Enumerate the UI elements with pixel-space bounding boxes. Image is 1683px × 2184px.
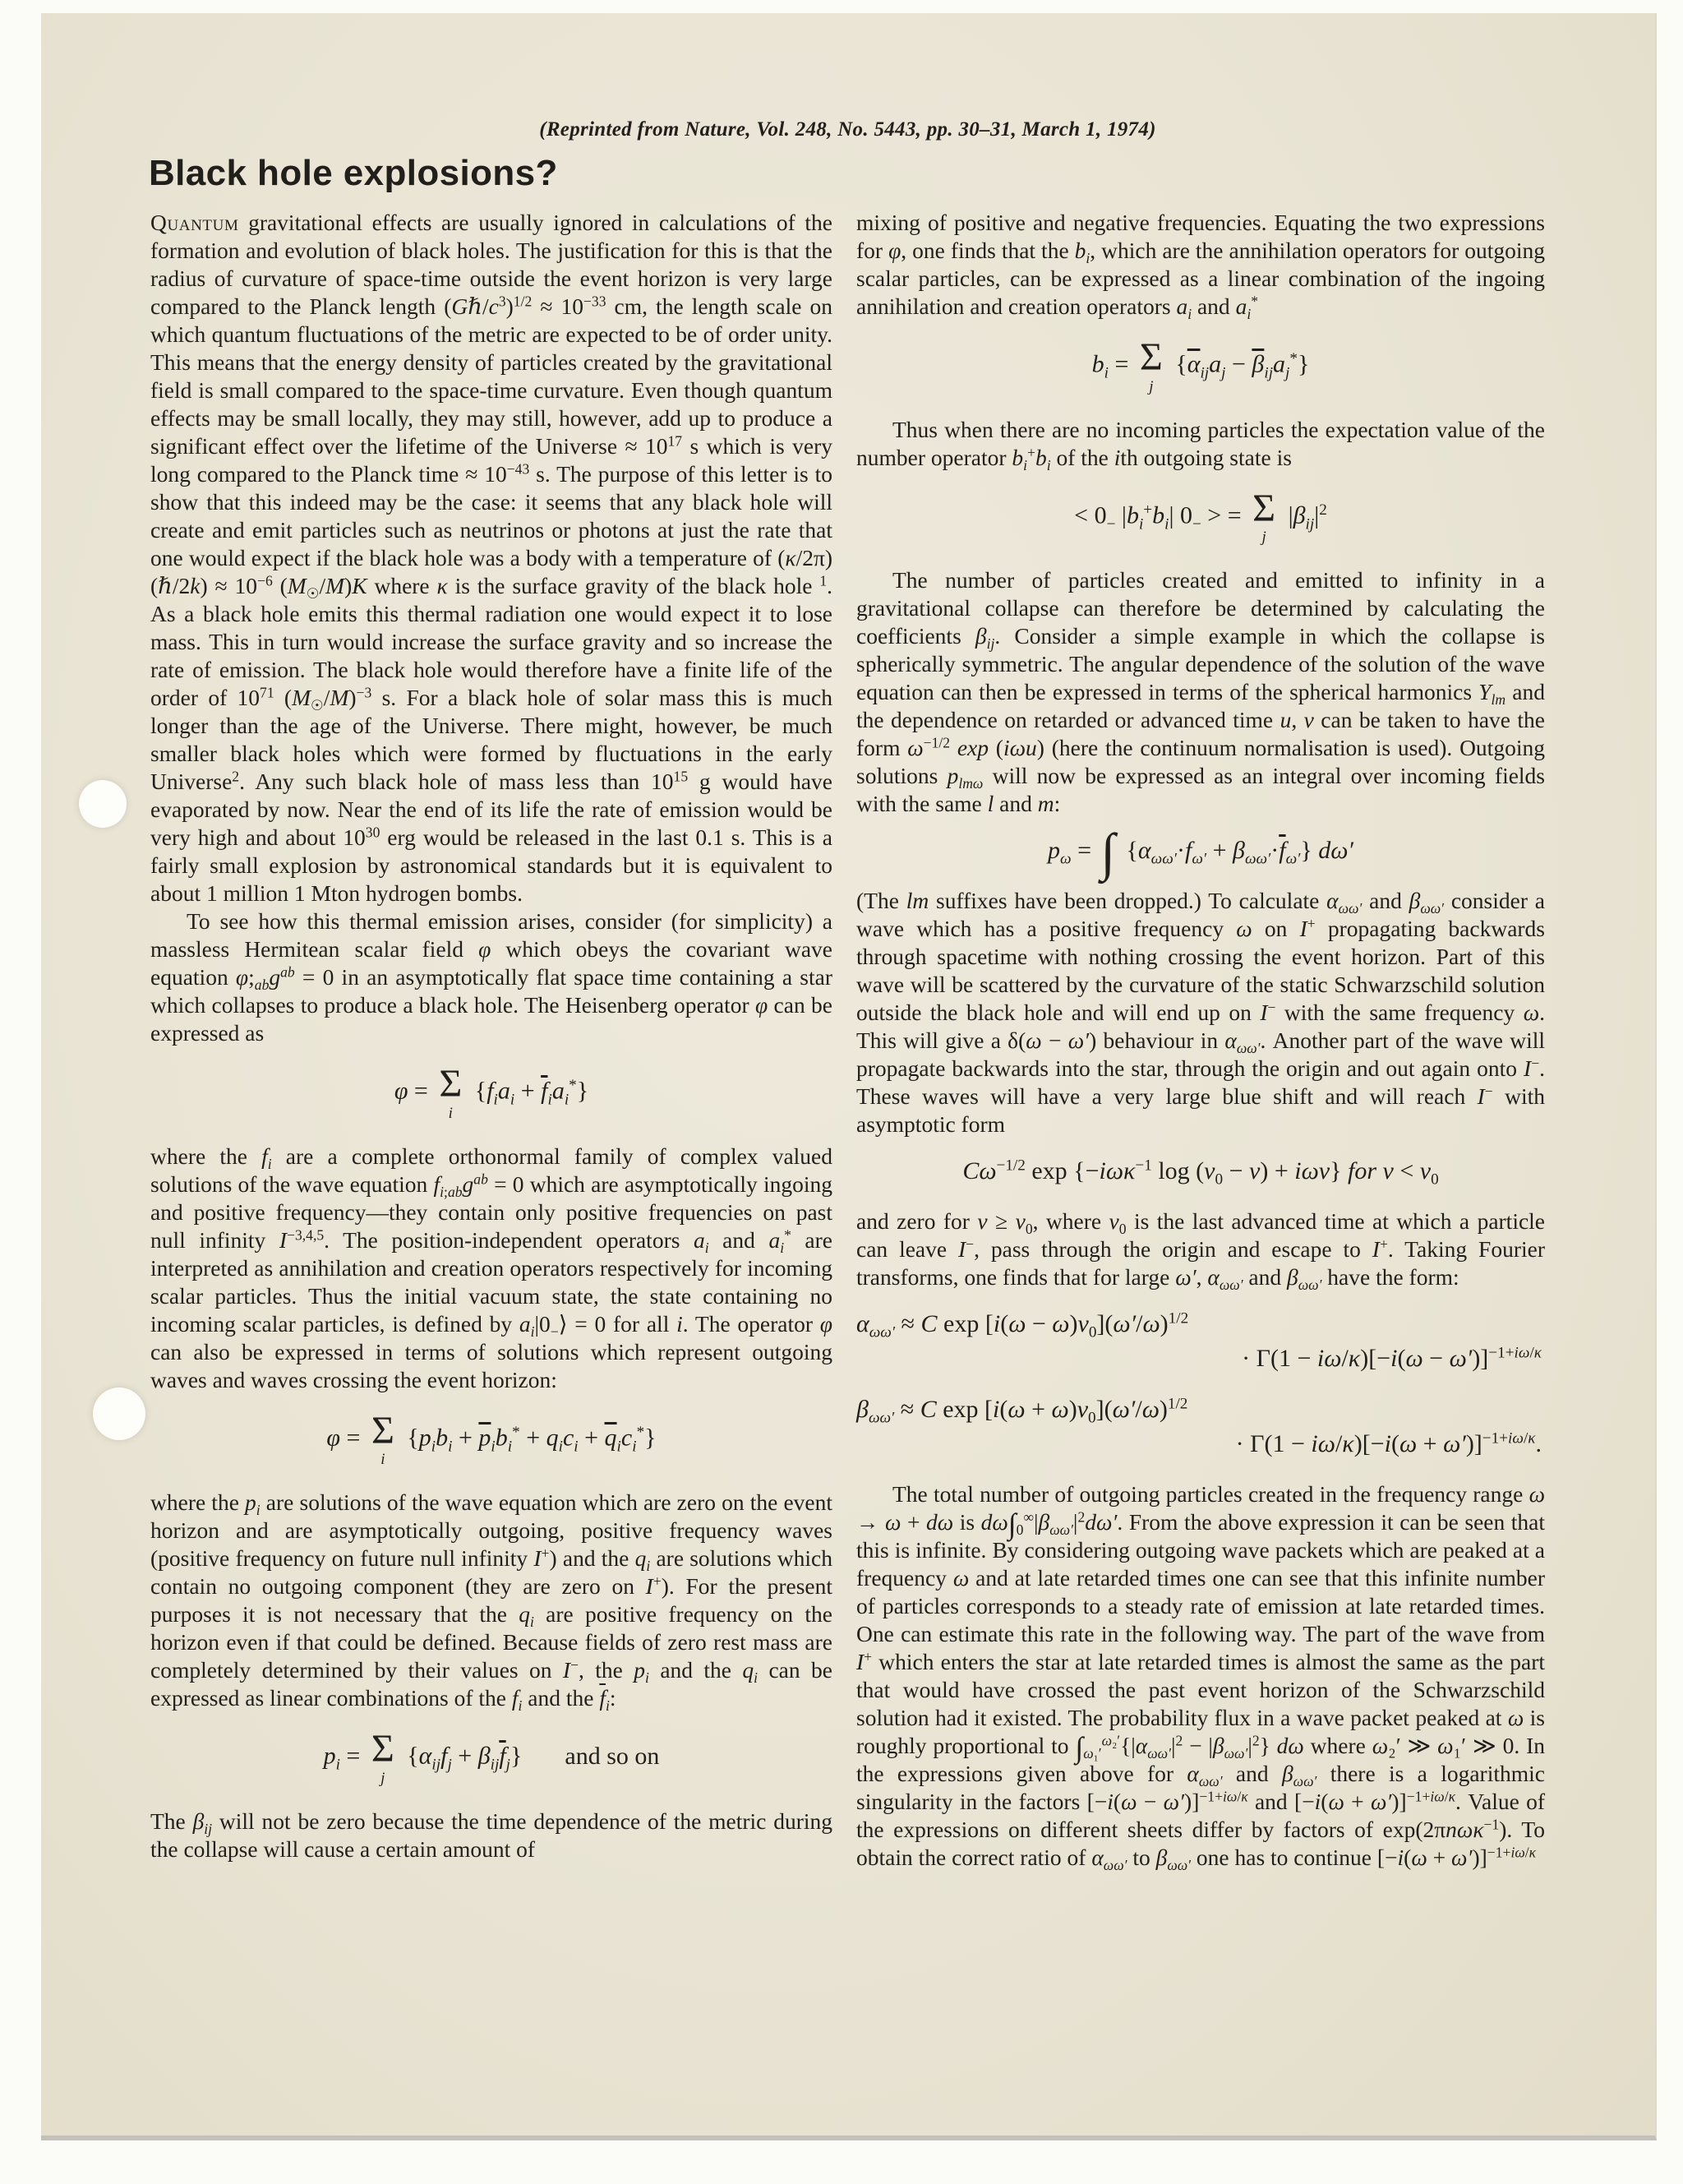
display-equation: $\beta_{\omega\omega'} \approx C$ $\exp [i(\omega + \omega)v_0](\omega'/\omega)^{1/2}$: [856, 1395, 1188, 1427]
paragraph: where the $p_i$ are solutions of the wave equation which are zero on the event horizon and are asymptotically outgoing, positive frequency waves (positive frequency on future null infinity I+) and the $q_i$ are solutions which contain no outgoing component (they are zero on I+). For the present purposes it is not necessary that the $q_i$ are positive frequency on the horizon even if that could be defined. Because fields of zero rest mass are completely determined by their values on I−, the $p_i$ and the $q_i$ can be expressed as linear combinations of the $f_i$ and the $\overline{f}_i$:: [150, 1489, 832, 1715]
display-equation: $p_\omega$ = ∫ $\{\alpha_{\omega\omega'}\cdot f_{\omega'} + \beta_{\omega\omega'}\cdot\overline{f}_{\omega'}\}$ dω′: [1048, 823, 1353, 882]
paragraph: Quantum gravitational effects are usually ignored in calculations of the formation and evolution of black holes. The justification for this is that the radius of curvature of space-time outside the event horizon is very large compared to the Planck length $(G\hbar/c^3)^{1/2} \approx 10^{-33}$ cm, the length scale on which quantum fluctuations of the metric are expected to be of order unity. This means that the energy density of particles created by the gravitational field is small compared to the space-time curvature. Even though quantum effects may be small locally, they may still, however, add up to produce a significant effect over the lifetime of the Universe ≈ $10^{17}$ s which is very long compared to the Planck time ≈ $10^{-43}$ s. The purpose of this letter is to show that this indeed may be the case: it seems that any black hole will create and emit particles such as neutrinos or photons at just the rate that one would expect if the black hole was a body with a temperature of (κ/2π)(ℏ/2k) ≈ $10^{-6}$ $(M_☉/M)K$ where κ is the surface gravity of the black hole $^1$. As a black hole emits this thermal radiation one would expect it to lose mass. This in turn would increase the surface gravity and so increase the rate of emission. The black hole would therefore have a finite life of the order of $10^{71}$ $(M_☉/M)^{-3}$ s. For a black hole of solar mass this is much longer than the age of the Universe. There might, however, be much smaller black holes which were formed by fluctuations in the early Universe$^2$. Any such black hole of mass less than $10^{15}$ g would have evaporated by now. Near the end of its life the rate of emission would be very high and about $10^{30}$ erg would be released in the last 0.1 s. This is a fairly small explosion by astronomical standards but it is equivalent to about 1 million 1 Mton hydrogen bombs.: [150, 210, 832, 906]
paragraph: The total number of outgoing particles created in the frequency range ω → ω + dω is $d\omega\int_0^\infty|\beta_{\omega\omega'}|^2d\omega'$. From the above expression it can be seen that this is infinite. By considering outgoing wave packets which are peaked at a frequency ω and at late retarded times one can see that this infinite number of particles corresponds to a steady rate of emission at late retarded times. One can estimate this rate in the following way. The part of the wave from I+ which enters the star at late retarded times is almost the same as the part that would have crossed the past event horizon of the Schwarzschild solution had it existed. The probability flux in a wave packet peaked at ω is roughly proportional to $\int_{\omega_1'}^{\omega_2'}\{|\alpha_{\omega\omega'}|^2 - |\beta_{\omega\omega'}|^2\}$ dω where ω₂′ ≫ ω₁′ ≫ 0. In the expressions given above for $\alpha_{\omega\omega'}$ and $\beta_{\omega\omega'}$ there is a logarithmic singularity in the factors $[-i(\omega - \omega')]^{-1+i\omega/\kappa}$ and $[-i(\omega + \omega')]^{-1+i\omega/\kappa}$. Value of the expressions on different sheets differ by factors of exp(2πnωκ$^{-1}$). To obtain the correct ratio of $\alpha_{\omega\omega'}$ to $\beta_{\omega\omega'}$ one has to continue $[-i(\omega + \omega')]^{-1+i\omega/\kappa}$: [856, 1481, 1546, 1874]
column-right: [856, 209, 1545, 1872]
display-equation: · $\Gamma(1 - i\omega/\kappa)[-i(\omega - \omega')]^{-1+i\omega/\kappa}$: [1242, 1344, 1542, 1373]
punch-hole-top: [79, 780, 127, 828]
display-equation: $C\omega^{-1/2}$ exp {−iωκ$^{-1}$ $\log (v_0 - v) + i\omega v$} for $v < v_0$: [962, 1157, 1439, 1189]
paragraph: where the $f_i$ are a complete orthonormal family of complex valued solutions of the wave equation $f_{i;ab}g^{ab} = 0$ which are asymptotically ingoing and positive frequency—they contain only positive frequencies on past null infinity $I^{-3,4,5}$. The position-independent operators $a_i$ and $a_i^*$ are interpreted as annihilation and creation operators respectively for incoming scalar particles. Thus the initial vacuum state, the state containing no incoming scalar particles, is defined by $a_i|0_-⟩ = 0$ for all i. The operator φ can also be expressed in terms of solutions which represent outgoing waves and waves crossing the event horizon:: [150, 1143, 833, 1392]
display-equation: φ = Σ i $\{f_ia_i + \overline{f}_ia_i^*\}$: [394, 1062, 589, 1122]
paragraph: (The lm suffixes have been dropped.) To calculate $\alpha_{\omega\omega'}$ and $\beta_{\omega\omega'}$ consider a wave which has a positive frequency ω on I+ propagating backwards through spacetime with nothing crossing the event horizon. Part of this wave will be scattered by the curvature of the static Schwarzschild solution outside the black hole and will end up on I− with the same frequency ω. This will give a δ(ω − ω′) behaviour in $\alpha_{\omega\omega'}$. Another part of the wave will propagate backwards into the star, through the origin and out again onto I−. These waves will have a very large blue shift and will reach I− with asymptotic form: [856, 888, 1546, 1138]
paragraph: To see how this thermal emission arises, consider (for simplicity) a massless Hermitean scalar field φ which obeys the covariant wave equation $\varphi;_{ab}g^{ab} = 0$ in an asymptotically flat space time containing a star which collapses to produce a black hole. The Heisenberg operator φ can be expressed as: [150, 908, 832, 1046]
display-equation: < $0_-$ $|b_i^+b_i|$ $0_-$ > = Σ j $|\beta_{ij}|^2$: [1074, 486, 1327, 547]
paper-title: Black hole explosions?: [149, 153, 558, 193]
display-equation: $\alpha_{\omega\omega'} \approx C$ $\exp [i(\omega - \omega)v_0](\omega'/\omega)^{1/2}$: [856, 1309, 1189, 1341]
display-equation: · $\Gamma(1 - i\omega/\kappa)[-i(\omega + \omega')]^{-1+i\omega/\kappa}$.: [1235, 1429, 1542, 1458]
paragraph: The $\beta_{ij}$ will not be zero because the time dependence of the metric during the collapse will cause a certain amount of: [150, 1808, 832, 1862]
display-equation: φ = Σ i $\{p_ib_i + \overline{p}_ib_i^* + q_ic_i + \overline{q}_ic_i^*\}$: [326, 1408, 657, 1469]
punch-hole-bottom: [93, 1388, 145, 1440]
reprint-citation-line: (Reprinted from Nature, Vol. 248, No. 5443, pp. 30–31, March 1, 1974): [539, 118, 1156, 141]
paragraph: mixing of positive and negative frequencies. Equating the two expressions for φ, one finds that the $b_i$, which are the annihilation operators for outgoing scalar particles, can be expressed as a linear combination of the ingoing annihilation and creation operators $a_i$ and $a_i^*$: [856, 210, 1545, 323]
display-equation: $p_i$ = Σ j $\{\alpha_{ij}f_j + \beta_{ij}\overline{f}_j\}$ and so on: [323, 1727, 660, 1787]
paragraph: Thus when there are no incoming particles the expectation value of the number operator $b_i^+b_i$ of the ith outgoing state is: [856, 416, 1545, 473]
column-left: [150, 209, 832, 1863]
paragraph: The number of particles created and emitted to infinity in a gravitational collapse can therefore be determined by calculating the coefficients $\beta_{ij}$. Consider a simple example in which the collapse is spherically symmetric. The angular dependence of the solution of the wave equation can then be expressed in terms of the spherical harmonics $Y_{lm}$ and the dependence on retarded or advanced time u, v can be taken to have the form $\omega^{-1/2}$ exp (iωu) (here the continuum normalisation is used). Outgoing solutions $p_{lm\omega}$ will now be expressed as an integral over incoming fields with the same l and m:: [856, 567, 1546, 817]
display-equation: $b_i$ = Σ j $\{\overline{\alpha}_{ij}a_j - \overline{\beta}_{ij}a_j^*\}$: [1091, 335, 1310, 395]
paper-sheet: [41, 13, 1657, 2140]
paragraph: and zero for $v \ge v_0$, where $v_0$ is the last advanced time at which a particle can leave I−, pass through the origin and escape to I+. Taking Fourier transforms, one finds that for large ω′, $\alpha_{\omega\omega'}$ and $\beta_{\omega\omega'}$ have the form:: [856, 1208, 1546, 1294]
